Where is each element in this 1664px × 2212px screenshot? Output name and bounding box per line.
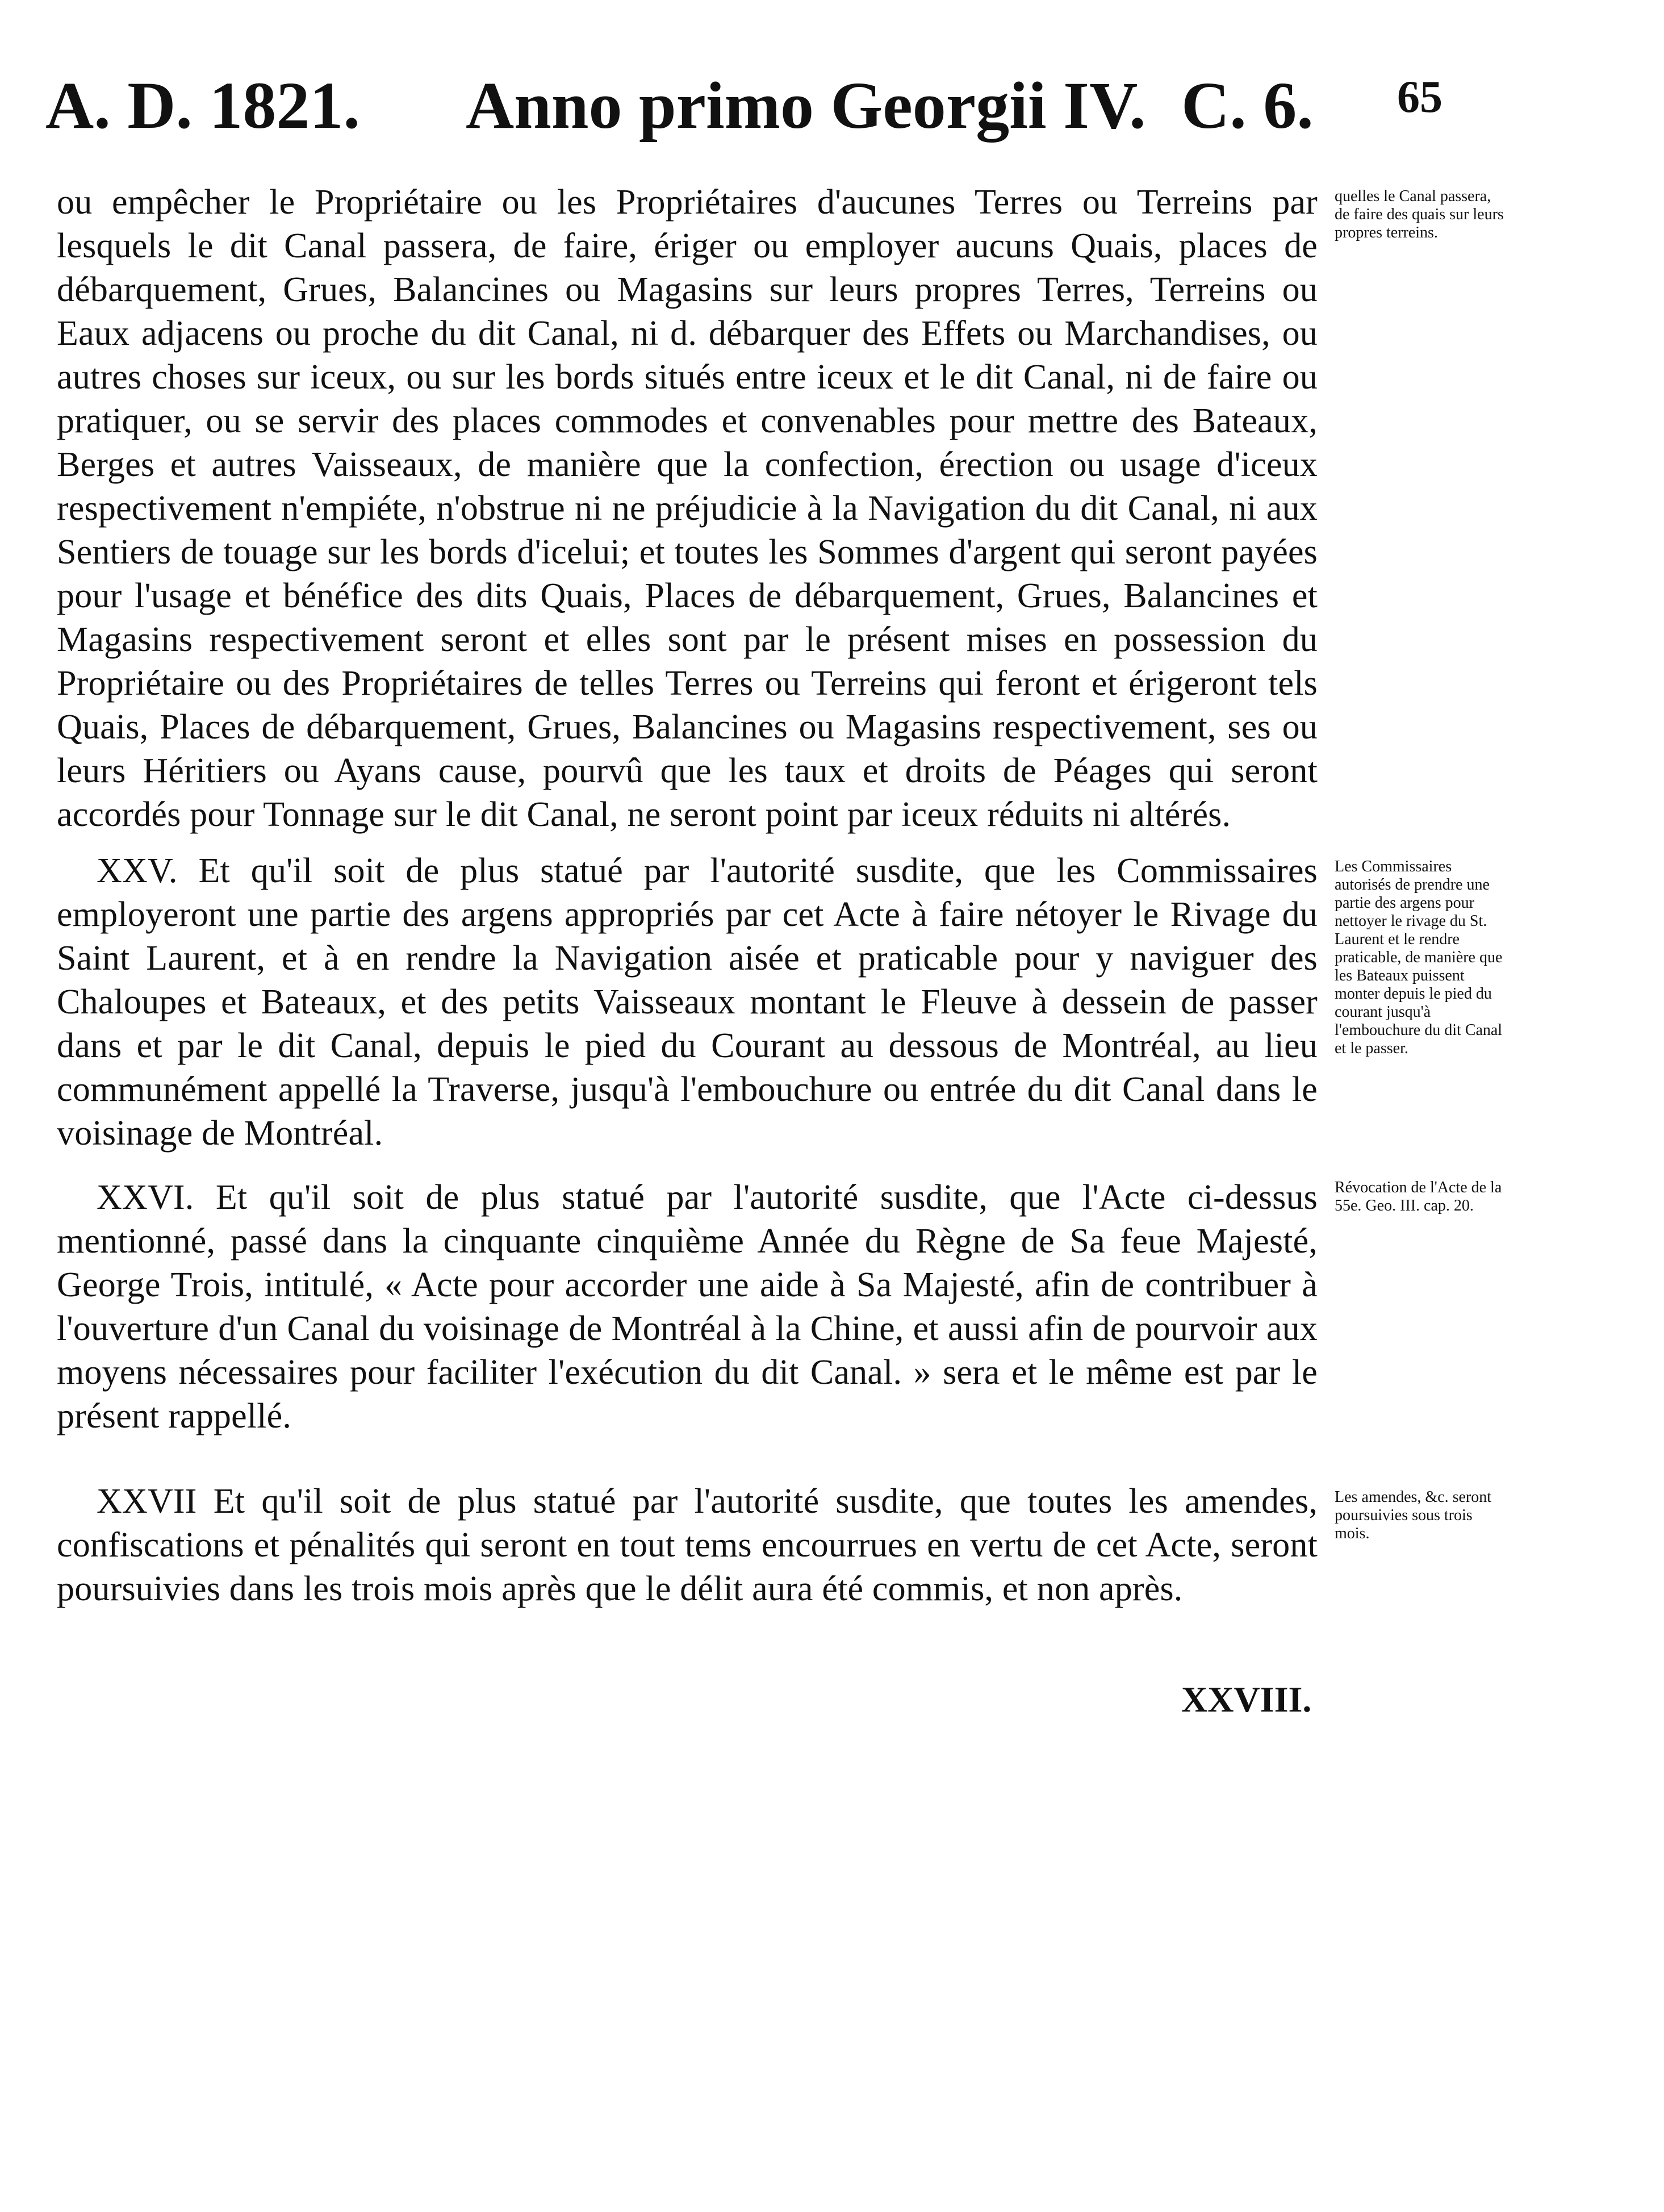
header-title: Anno primo Georgii IV. xyxy=(466,68,1146,143)
margin-note: Les Commissaires autorisés de prendre une partie des argens pour nettoyer le rivage du St. Laurent et le rendre praticable, de manière que les Bateaux puissent monter depuis le pied du courant jusqu'à l'embouchure du dit Canal et le passer. xyxy=(1335,858,1503,1057)
margin-note: quelles le Canal passera, de faire des quais sur leurs propres terreins. xyxy=(1335,187,1504,241)
section-paragraph xyxy=(57,849,1318,1155)
section-paragraph xyxy=(57,1176,1318,1438)
section-paragraph xyxy=(57,1480,1318,1611)
header-year: A. D. 1821. xyxy=(45,68,360,143)
section-number: XXVII xyxy=(97,1482,197,1521)
page-number: 65 xyxy=(1397,72,1443,122)
paragraph-text: ou empêcher le Propriétaire ou les Propriétaires d'aucunes Terres ou Terreins par lesquels le dit Canal passera, de faire, ériger ou employer aucuns Quais, places de débarquement, Grues, Balancines ou Magasins sur leurs propres Terres, Terreins ou Eaux adjacens ou proche du dit Canal, ni d. débarquer des Effets ou Marchandises, ou autres choses sur iceux, ou sur les bords situés entre iceux et le dit Canal, ni de faire ou pratiquer, ou se servir des places commodes et convenables pour mettre des Bateaux, Berges et autres Vaisseaux, de manière que la confection, érection ou usage d'iceux respectivement n'empiéte, n'obstrue ni ne préjudicie à la Navigation du dit Canal, ni aux Sentiers de touage sur les bords d'icelui; et toutes les Sommes d'argent qui seront payées pour l'usage et bénéfice des dits Quais, Places de débarquement, Grues, Balancines et Magasins respectivement seront et elles sont par le présent mises en possession du Propriétaire ou des Propriétaires de telles Terres ou Terreins qui feront et érigeront tels Quais, Places de débarquement, Grues, Balancines ou Magasins respectivement, ses ou leurs Héritiers ou Ayans cause, pourvû que les taux et droits de Péages qui seront accordés pour Tonnage sur le dit Canal, ne seront point par iceux réduits ni altérés. xyxy=(57,183,1318,834)
paragraph-text: Et qu'il soit de plus statué par l'autorité susdite, que les Commissaires employeront une partie des argens appropriés par cet Acte à faire nétoyer le Rivage du Saint Laurent, et à en rendre la Navigation aisée et praticable pour y naviguer des Chaloupes et Bateaux, et des petits Vaisseaux montant le Fleuve à dessein de passer dans et par le dit Canal, depuis le pied du Courant au dessous de Montréal, au lieu communément appellé la Traverse, jusqu'à l'embouchure ou entrée du dit Canal dans le voisinage de Montréal. xyxy=(57,852,1318,1153)
paragraph-text: Et qu'il soit de plus statué par l'autorité susdite, que l'Acte ci-dessus mentionné, passé dans la cinquante cinquième Année du Règne de Sa feue Majesté, George Trois, intitulé, « Acte pour accorder une aide à Sa Majesté, afin de contribuer à l'ouverture d'un Canal du voisinage de Montréal à la Chine, et aussi afin de pourvoir aux moyens nécessaires pour faciliter l'exécution du dit Canal. » sera et le même est par le présent rappellé. xyxy=(57,1178,1318,1435)
catchword: XXVIII. xyxy=(1181,1679,1312,1719)
paragraph-text: Et qu'il soit de plus statué par l'autorité susdite, que toutes les amendes, confiscations et pénalités qui seront en tout tems encourrues en vertu de cet Acte, seront poursuivies dans les trois mois après que le délit aura été commis, et non après. xyxy=(57,1482,1318,1608)
header-chapter: C. 6. xyxy=(1181,68,1314,143)
margin-note: Révocation de l'Acte de la 55e. Geo. III. cap. 20. xyxy=(1335,1179,1502,1214)
margin-note: Les amendes, &c. seront poursuivies sous trois mois. xyxy=(1335,1488,1492,1542)
section-number: XXVI. xyxy=(97,1178,194,1217)
running-header xyxy=(45,67,1613,143)
paragraph-continuation xyxy=(57,181,1318,837)
section-number: XXV. xyxy=(97,852,178,890)
